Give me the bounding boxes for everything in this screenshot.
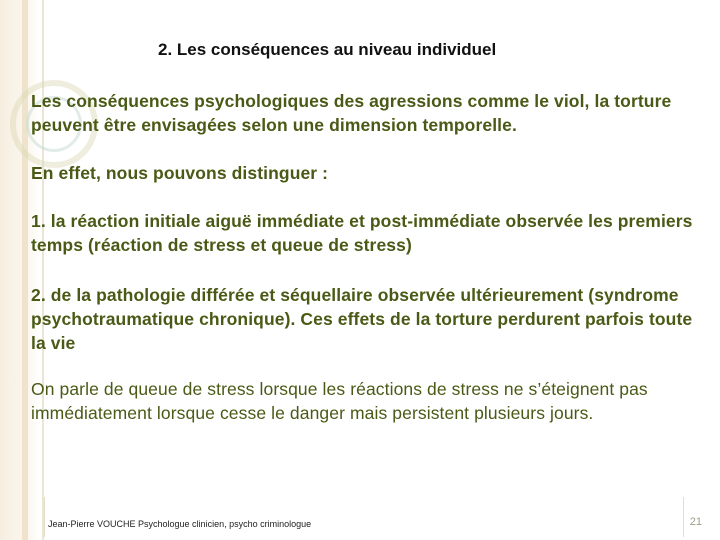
paragraph-stress-tail: On parle de queue de stress lorsque les réactions de stress ne s’éteignent pas immédiatement lorsque cesse le danger mais persistent plusieurs jours. bbox=[31, 379, 648, 423]
decorative-line bbox=[22, 0, 28, 540]
slide-title: 2. Les conséquences au niveau individuel bbox=[158, 40, 497, 59]
paragraph-point-1: 1. la réaction initiale aiguë immédiate et post-immédiate observée les premiers temps (réaction de stress et queue de stress) bbox=[31, 211, 693, 255]
paragraph-point-2: 2. de la pathologie différée et séquellaire observée ultérieurement (syndrome psychotraumatique chronique). Ces effets de la torture perdurent parfois toute la vie bbox=[31, 285, 693, 353]
footer-author: Jean-Pierre VOUCHE Psychologue clinicien, psycho criminologue bbox=[48, 519, 312, 529]
footer-divider-right bbox=[683, 497, 684, 537]
paragraph-intro: Les conséquences psychologiques des agressions comme le viol, la torture peuvent être envisagées selon une dimension temporelle. bbox=[31, 91, 672, 135]
footer-divider-left bbox=[44, 497, 45, 537]
slide-number: 21 bbox=[689, 516, 702, 528]
decorative-band bbox=[0, 0, 40, 540]
paragraph-distinguish: En effet, nous pouvons distinguer : bbox=[31, 163, 329, 183]
